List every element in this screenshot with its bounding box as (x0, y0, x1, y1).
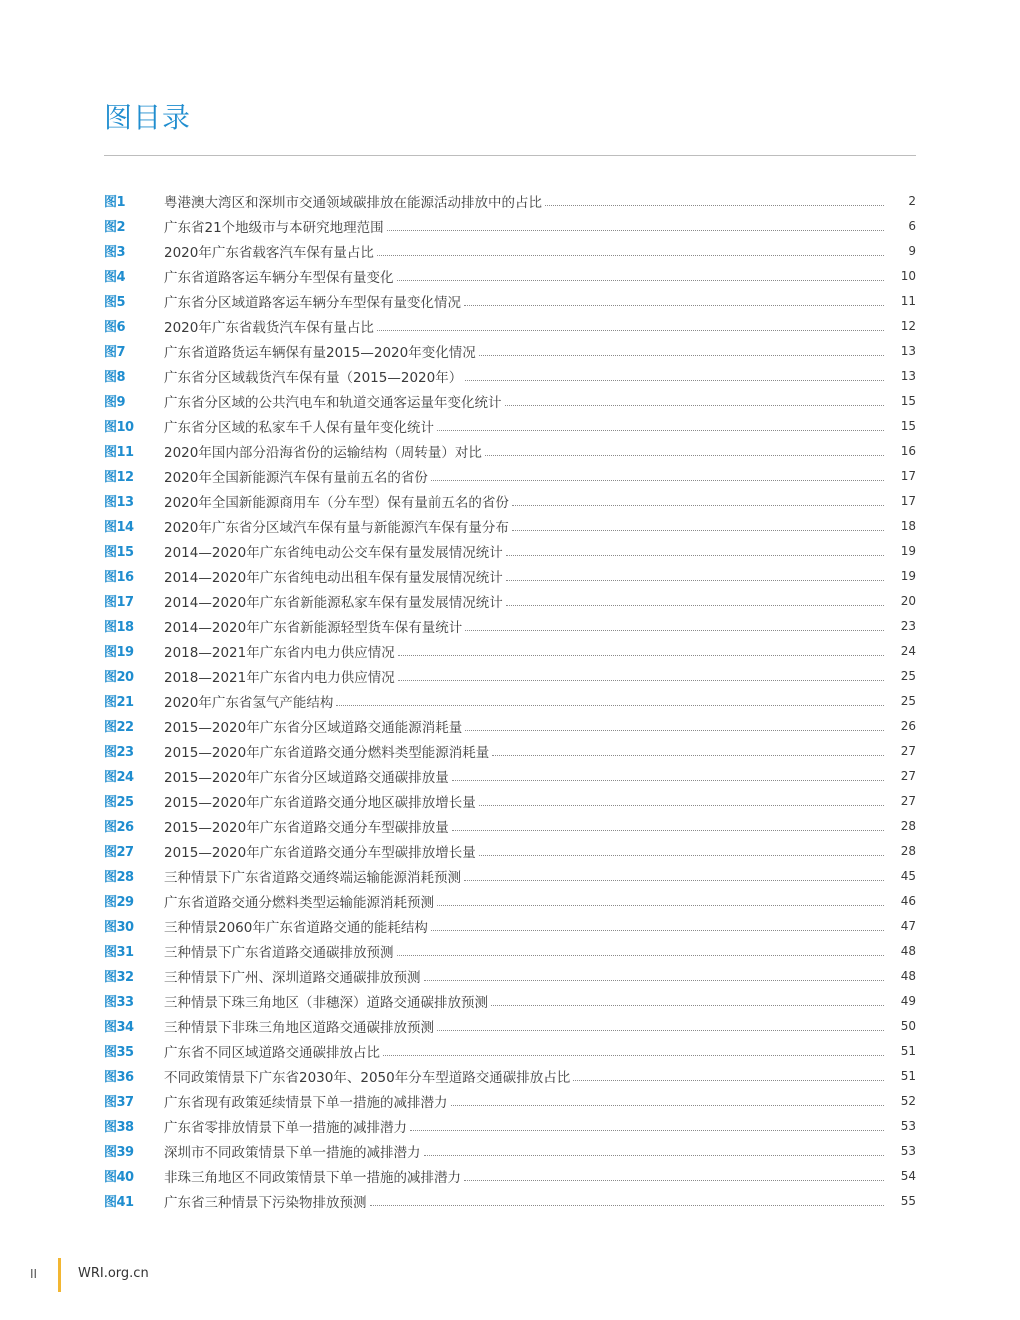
figure-page-number: 9 (908, 243, 916, 258)
figure-page-number: 25 (900, 693, 916, 708)
figure-page-number: 20 (900, 593, 916, 608)
figure-title: 2015—2020年广东省道路交通分地区碳排放增长量 (164, 794, 476, 811)
toc-entry[interactable] (104, 1113, 916, 1138)
figure-number: 图25 (104, 795, 134, 810)
figure-list (104, 188, 916, 1213)
figure-page-number: 52 (900, 1093, 916, 1108)
toc-entry[interactable] (104, 313, 916, 338)
figure-title: 2018—2021年广东省内电力供应情况 (164, 644, 395, 661)
figure-number: 图38 (104, 1120, 134, 1135)
dot-leader (464, 1180, 884, 1181)
title-divider (104, 155, 916, 156)
figure-number: 图5 (104, 295, 126, 310)
figure-title: 2014—2020年广东省纯电动出租车保有量发展情况统计 (164, 569, 503, 586)
figure-page-number: 12 (900, 318, 916, 333)
toc-entry[interactable] (104, 1188, 916, 1213)
figure-number: 图14 (104, 520, 134, 535)
figure-title: 2020年广东省载货汽车保有量占比 (164, 319, 374, 336)
figure-number: 图20 (104, 670, 134, 685)
figure-number: 图6 (104, 320, 126, 335)
figure-number: 图23 (104, 745, 134, 760)
figure-title: 2020年广东省分区域汽车保有量与新能源汽车保有量分布 (164, 519, 509, 536)
figure-title: 广东省分区域的公共汽电车和轨道交通客运量年变化统计 (164, 394, 502, 411)
dot-leader (492, 755, 884, 756)
dot-leader (506, 605, 884, 606)
toc-entry[interactable] (104, 388, 916, 413)
figure-title: 广东省现有政策延续情景下单一措施的减排潜力 (164, 1094, 448, 1111)
dot-leader (452, 780, 884, 781)
toc-entry[interactable] (104, 638, 916, 663)
toc-entry[interactable] (104, 338, 916, 363)
toc-entry[interactable] (104, 363, 916, 388)
toc-entry[interactable] (104, 188, 916, 213)
figure-number: 图24 (104, 770, 134, 785)
figure-number: 图3 (104, 245, 126, 260)
figure-page-number: 10 (900, 268, 916, 283)
figure-number: 图26 (104, 820, 134, 835)
figure-page-number: 13 (900, 343, 916, 358)
figure-page-number: 2 (908, 193, 916, 208)
dot-leader (479, 855, 884, 856)
figure-number: 图8 (104, 370, 126, 385)
figure-title: 2020年广东省氢气产能结构 (164, 694, 334, 711)
figure-number: 图27 (104, 845, 134, 860)
dot-leader (370, 1205, 885, 1206)
figure-title: 不同政策情景下广东省2030年、2050年分车型道路交通碳排放占比 (164, 1069, 571, 1086)
toc-entry[interactable] (104, 863, 916, 888)
figure-page-number: 27 (900, 793, 916, 808)
figure-number: 图9 (104, 395, 126, 410)
dot-leader (464, 880, 884, 881)
toc-entry[interactable] (104, 663, 916, 688)
figure-title: 广东省道路客运车辆分车型保有量变化 (164, 269, 394, 286)
figure-number: 图10 (104, 420, 134, 435)
figure-title: 2015—2020年广东省分区域道路交通碳排放量 (164, 769, 449, 786)
figure-page-number: 50 (900, 1018, 916, 1033)
dot-leader (336, 705, 884, 706)
figure-page-number: 48 (900, 968, 916, 983)
toc-entry[interactable] (104, 813, 916, 838)
figure-title: 三种情景下非珠三角地区道路交通碳排放预测 (164, 1019, 434, 1036)
figure-page-number: 46 (900, 893, 916, 908)
toc-entry[interactable] (104, 413, 916, 438)
figure-title: 三种情景下广州、深圳道路交通碳排放预测 (164, 969, 421, 986)
dot-leader (410, 1130, 884, 1131)
figure-number: 图40 (104, 1170, 134, 1185)
figure-title: 广东省三种情景下污染物排放预测 (164, 1194, 367, 1211)
figure-page-number: 26 (900, 718, 916, 733)
toc-entry[interactable] (104, 588, 916, 613)
toc-entry[interactable] (104, 738, 916, 763)
toc-entry[interactable] (104, 513, 916, 538)
figure-number: 图36 (104, 1070, 134, 1085)
figure-number: 图31 (104, 945, 134, 960)
figure-number: 图22 (104, 720, 134, 735)
dot-leader (424, 980, 885, 981)
figure-page-number: 18 (900, 518, 916, 533)
footer-page-number: II (30, 1267, 38, 1281)
dot-leader (465, 630, 884, 631)
dot-leader (465, 730, 884, 731)
toc-entry[interactable] (104, 913, 916, 938)
figure-page-number: 13 (900, 368, 916, 383)
toc-entry[interactable] (104, 1088, 916, 1113)
figure-page-number: 47 (900, 918, 916, 933)
figure-title: 广东省分区域载货汽车保有量（2015—2020年） (164, 369, 463, 386)
dot-leader (505, 405, 885, 406)
dot-leader (506, 580, 884, 581)
figure-title: 2015—2020年广东省道路交通分燃料类型能源消耗量 (164, 744, 490, 761)
figure-page-number: 54 (900, 1168, 916, 1183)
figure-title: 2015—2020年广东省分区域道路交通能源消耗量 (164, 719, 463, 736)
toc-entry[interactable] (104, 1063, 916, 1088)
dot-leader (479, 805, 884, 806)
toc-entry[interactable] (104, 213, 916, 238)
figure-title: 三种情景下珠三角地区（非穗深）道路交通碳排放预测 (164, 994, 488, 1011)
figure-title: 三种情景下广东省道路交通碳排放预测 (164, 944, 394, 961)
figure-number: 图28 (104, 870, 134, 885)
toc-entry[interactable] (104, 963, 916, 988)
toc-entry[interactable] (104, 538, 916, 563)
dot-leader (398, 680, 884, 681)
dot-leader (512, 530, 884, 531)
figure-number: 图30 (104, 920, 134, 935)
figure-title: 2020年广东省载客汽车保有量占比 (164, 244, 374, 261)
figure-title: 广东省道路交通分燃料类型运输能源消耗预测 (164, 894, 434, 911)
figure-title: 2015—2020年广东省道路交通分车型碳排放量 (164, 819, 449, 836)
dot-leader (573, 1080, 884, 1081)
figure-page-number: 24 (900, 643, 916, 658)
figure-number: 图7 (104, 345, 126, 360)
figure-page-number: 55 (900, 1193, 916, 1208)
figure-page-number: 19 (900, 543, 916, 558)
figure-page-number: 48 (900, 943, 916, 958)
footer-accent-bar (58, 1258, 61, 1292)
figure-number: 图34 (104, 1020, 134, 1035)
figure-title: 广东省道路货运车辆保有量2015—2020年变化情况 (164, 344, 476, 361)
figure-number: 图35 (104, 1045, 134, 1060)
dot-leader (479, 355, 884, 356)
dot-leader (491, 1005, 884, 1006)
figure-page-number: 17 (900, 468, 916, 483)
figure-title: 2014—2020年广东省新能源私家车保有量发展情况统计 (164, 594, 503, 611)
figure-page-number: 23 (900, 618, 916, 633)
dot-leader (398, 655, 884, 656)
figure-number: 图13 (104, 495, 134, 510)
figure-number: 图16 (104, 570, 134, 585)
figure-page-number: 27 (900, 768, 916, 783)
figure-page-number: 6 (908, 218, 916, 233)
figure-page-number: 28 (900, 843, 916, 858)
toc-entry[interactable] (104, 1038, 916, 1063)
figure-title: 广东省零排放情景下单一措施的减排潜力 (164, 1119, 407, 1136)
toc-entry[interactable] (104, 263, 916, 288)
dot-leader (424, 1155, 885, 1156)
figure-title: 2014—2020年广东省新能源轻型货车保有量统计 (164, 619, 463, 636)
figure-number: 图18 (104, 620, 134, 635)
figure-number: 图1 (104, 195, 126, 210)
toc-entry[interactable] (104, 1163, 916, 1188)
figure-page-number: 16 (900, 443, 916, 458)
figure-page-number: 28 (900, 818, 916, 833)
toc-entry[interactable] (104, 288, 916, 313)
figure-title: 广东省不同区域道路交通碳排放占比 (164, 1044, 380, 1061)
dot-leader (506, 555, 884, 556)
figure-title: 三种情景下广东省道路交通终端运输能源消耗预测 (164, 869, 461, 886)
dot-leader (464, 305, 884, 306)
toc-entry[interactable] (104, 238, 916, 263)
figure-number: 图15 (104, 545, 134, 560)
figure-title: 三种情景2060年广东省道路交通的能耗结构 (164, 919, 428, 936)
footer-website[interactable]: WRI.org.cn (78, 1266, 149, 1281)
figure-number: 图12 (104, 470, 134, 485)
figure-number: 图33 (104, 995, 134, 1010)
figure-title: 广东省分区域道路客运车辆分车型保有量变化情况 (164, 294, 461, 311)
toc-entry[interactable] (104, 438, 916, 463)
toc-entry[interactable] (104, 688, 916, 713)
figure-number: 图29 (104, 895, 134, 910)
figure-number: 图41 (104, 1195, 134, 1210)
figure-title: 2014—2020年广东省纯电动公交车保有量发展情况统计 (164, 544, 503, 561)
dot-leader (387, 230, 884, 231)
dot-leader (431, 480, 884, 481)
page-title: 图目录 (104, 101, 192, 134)
dot-leader (377, 255, 884, 256)
figure-page-number: 11 (900, 293, 916, 308)
dot-leader (437, 1030, 884, 1031)
figure-title: 广东省分区域的私家车千人保有量年变化统计 (164, 419, 434, 436)
figure-page-number: 15 (900, 393, 916, 408)
toc-entry[interactable] (104, 888, 916, 913)
toc-entry[interactable] (104, 1013, 916, 1038)
figure-page-number: 19 (900, 568, 916, 583)
dot-leader (485, 455, 884, 456)
figure-title: 2018—2021年广东省内电力供应情况 (164, 669, 395, 686)
toc-entry[interactable] (104, 1138, 916, 1163)
figure-number: 图11 (104, 445, 134, 460)
toc-entry[interactable] (104, 488, 916, 513)
figure-page-number: 51 (900, 1068, 916, 1083)
figure-number: 图2 (104, 220, 126, 235)
figure-page-number: 17 (900, 493, 916, 508)
toc-entry[interactable] (104, 563, 916, 588)
toc-entry[interactable] (104, 613, 916, 638)
toc-entry[interactable] (104, 713, 916, 738)
figure-number: 图19 (104, 645, 134, 660)
dot-leader (437, 430, 884, 431)
figure-title: 广东省21个地级市与本研究地理范围 (164, 219, 384, 236)
dot-leader (397, 280, 885, 281)
dot-leader (451, 1105, 885, 1106)
dot-leader (545, 205, 884, 206)
figure-page-number: 27 (900, 743, 916, 758)
figure-page-number: 53 (900, 1118, 916, 1133)
figure-title: 2020年全国新能源汽车保有量前五名的省份 (164, 469, 428, 486)
figure-title: 粤港澳大湾区和深圳市交通领域碳排放在能源活动排放中的占比 (164, 194, 542, 211)
figure-number: 图21 (104, 695, 134, 710)
toc-entry[interactable] (104, 788, 916, 813)
dot-leader (377, 330, 884, 331)
figure-title: 深圳市不同政策情景下单一措施的减排潜力 (164, 1144, 421, 1161)
toc-entry[interactable] (104, 763, 916, 788)
toc-entry[interactable] (104, 838, 916, 863)
dot-leader (397, 955, 885, 956)
dot-leader (465, 380, 884, 381)
figure-title: 2020年全国新能源商用车（分车型）保有量前五名的省份 (164, 494, 509, 511)
toc-entry[interactable] (104, 938, 916, 963)
figure-number: 图17 (104, 595, 134, 610)
figure-page-number: 25 (900, 668, 916, 683)
figure-title: 2015—2020年广东省道路交通分车型碳排放增长量 (164, 844, 476, 861)
figure-number: 图39 (104, 1145, 134, 1160)
figure-title: 非珠三角地区不同政策情景下单一措施的减排潜力 (164, 1169, 461, 1186)
figure-page-number: 49 (900, 993, 916, 1008)
dot-leader (437, 905, 884, 906)
toc-entry[interactable] (104, 988, 916, 1013)
figure-title: 2020年国内部分沿海省份的运输结构（周转量）对比 (164, 444, 482, 461)
figure-number: 图4 (104, 270, 126, 285)
figure-page-number: 51 (900, 1043, 916, 1058)
toc-entry[interactable] (104, 463, 916, 488)
dot-leader (383, 1055, 884, 1056)
figure-page-number: 45 (900, 868, 916, 883)
dot-leader (431, 930, 884, 931)
figure-number: 图32 (104, 970, 134, 985)
dot-leader (452, 830, 884, 831)
figure-page-number: 15 (900, 418, 916, 433)
dot-leader (512, 505, 884, 506)
figure-number: 图37 (104, 1095, 134, 1110)
figure-page-number: 53 (900, 1143, 916, 1158)
